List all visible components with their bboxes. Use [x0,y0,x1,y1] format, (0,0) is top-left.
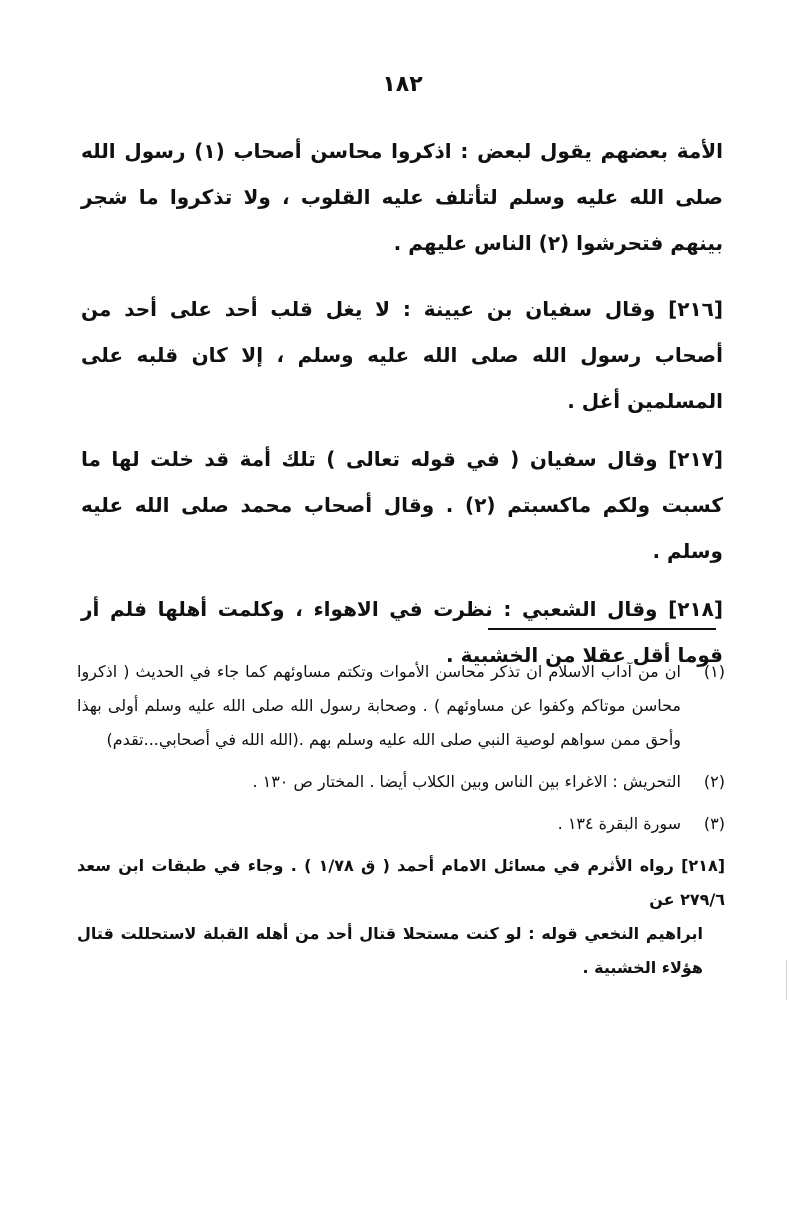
footnotes-section [77,655,725,985]
footnote-number: (٣) [703,814,725,833]
footnote-2 [77,765,725,799]
footnote-number: (٢) [703,772,725,791]
main-text-body [81,128,723,690]
footnote-text: ان من آداب الاسلام ان تذكر محاسن الأموات وتكتم مساوئهم كما جاء في الحديث ( اذكروا محاسن موتاكم وكفوا عن مساوئهم ) . وصحابة رسول الله صلى الله عليه وسلم أولى بهذا وأحق ممن سواهم لوصية النبي صلى الله عليه وسلم بهم .(الله الله في أصحابي...تقدم) [77,662,681,749]
footnote-separator [488,628,716,630]
footnote-3 [77,807,725,841]
paragraph-218: [٢١٨] وقال الشعبي : نظرت في الاهواء ، وكلمت أهلها فلم أر قوما أقل عقلا من الخشبية . [81,597,723,667]
footnote-text: التحريش : الاغراء بين الناس وبين الكلاب أيضا . المختار ص ١٣٠ . [252,772,681,791]
paragraph-217: [٢١٧] وقال سفيان ( في قوله تعالى ) تلك أمة قد خلت لها ما كسبت ولكم ماكسبتم (٢) . وقال أصحاب محمد صلى الله عليه وسلم . [81,447,723,563]
footnote-number: (١) [703,662,725,681]
paragraph-216: [٢١٦] وقال سفيان بن عيينة : لا يغل قلب أحد على أحد من أصحاب رسول الله صلى الله عليه وسلم ، إلا كان قلبه على المسلمين أغل . [81,297,723,413]
paragraph-opening: الأمة بعضهم يقول لبعض : اذكروا محاسن أصحاب (١) رسول الله صلى الله عليه وسلم لتأتلف عليه القلوب ، ولا تذكروا ما شجر بينهم فتحرشوا (٢) الناس عليهم . [81,139,723,255]
reference-note-218 [77,849,725,985]
reference-note-first-line: [٢١٨] رواه الأثرم في مسائل الامام أحمد ( ق ١/٧٨ ) . وجاء في طبقات ابن سعد ٢٧٩/٦ عن [77,856,726,909]
reference-note-continuation: ابراهيم النخعي قوله : لو كنت مستحلا قتال أحد من أهله القبلة لاستحللت قتال هؤلاء الخشبية . [77,924,703,977]
page-number: ١٨٢ [382,72,423,97]
footnote-1 [77,655,725,757]
scan-artifact [786,960,787,1000]
footnote-text: سورة البقرة ١٣٤ . [557,814,681,833]
